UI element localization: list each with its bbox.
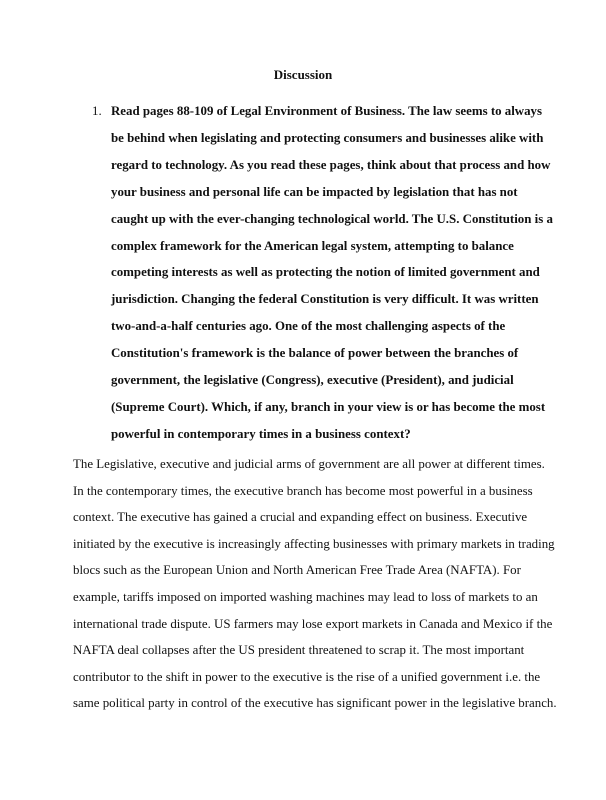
answer-line: example, tariffs imposed on imported washing machines may lead to loss of markets to an [73,589,538,604]
answer-paragraph [73,451,557,717]
question-line: Constitution's framework is the balance of power between the branches of [111,346,519,361]
answer-line: NAFTA deal collapses after the US president threatened to scrap it. The most important [73,643,525,658]
list-number: 1. [92,104,102,118]
question-line: jurisdiction. Changing the federal Constitution is very difficult. It was written [111,292,539,307]
question-line: competing interests as well as protecting the notion of limited government and [111,265,540,280]
answer-line: In the contemporary times, the executive branch has become most powerful in a business [73,483,533,498]
answer-line: contributor to the shift in power to the executive is the rise of a unified government i.e. the [73,669,541,684]
answer-line: same political party in control of the executive has significant power in the legislative branch. [73,696,557,711]
question-line: powerful in contemporary times in a business context? [111,426,411,441]
answer-line: The Legislative, executive and judicial arms of government are all power at different times. [73,457,545,471]
question-line: caught up with the ever-changing technological world. The U.S. Constitution is a [111,211,553,226]
answer-line: initiated by the executive is increasingly affecting businesses with primary markets in trading [73,536,555,551]
question-line: be behind when legislating and protecting consumers and businesses alike with [111,130,544,145]
question-line: government, the legislative (Congress), executive (President), and judicial [111,373,514,388]
question-line: two-and-a-half centuries ago. One of the most challenging aspects of the [111,319,506,334]
page-title: Discussion [273,67,333,82]
question-list [92,98,553,448]
question-item [92,98,553,448]
answer-line: blocs such as the European Union and North American Free Trade Area (NAFTA). For [73,563,521,578]
question-line: regard to technology. As you read these pages, think about that process and how [111,157,551,172]
answer-line: context. The executive has gained a crucial and expanding effect on business. Executive [73,510,528,525]
answer-line: international trade dispute. US farmers may lose export markets in Canada and Mexico if the [73,616,553,631]
question-line: your business and personal life can be impacted by legislation that has not [111,184,518,199]
question-line: Read pages 88-109 of Legal Environment of Business. The law seems to always [111,104,543,118]
question-line: (Supreme Court). Which, if any, branch in your view is or has become the most [111,399,546,414]
question-line: complex framework for the American legal system, attempting to balance [111,238,514,253]
